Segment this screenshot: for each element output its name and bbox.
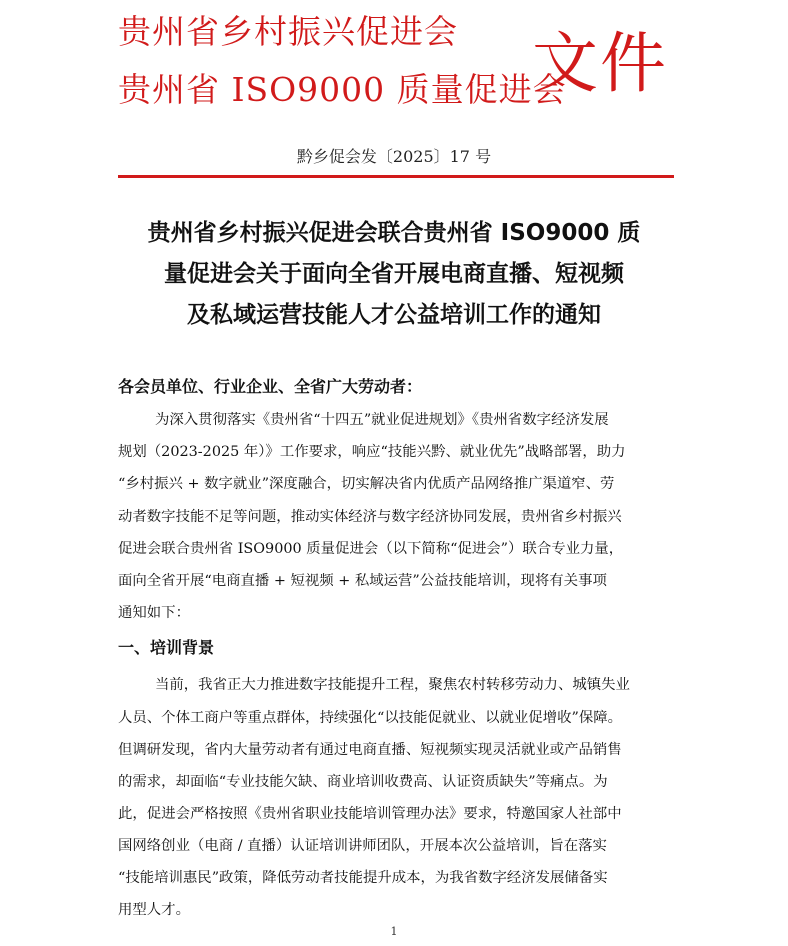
paragraph-line: 动者数字技能不足等问题，推动实体经济与数字经济协同发展，贵州省乡村振兴: [118, 509, 622, 525]
document-type-label: 文件: [532, 25, 668, 102]
title-line: 贵州省乡村振兴促进会联合贵州省 ISO9000 质: [147, 220, 641, 246]
paragraph-line: 的需求，却面临“专业技能欠缺、商业培训收费高、认证资质缺失”等痛点。为: [118, 774, 608, 790]
paragraph-line: 促进会联合贵州省 ISO9000 质量促进会（以下简称“促进会”）联合专业力量，: [118, 541, 624, 557]
paragraph-line: 面向全省开展“电商直播 + 短视频 + 私域运营”公益技能培训，现将有关事项: [118, 573, 607, 589]
paragraph-line: 为深入贯彻落实《贵州省“十四五”就业促进规划》《贵州省数字经济发展: [155, 412, 609, 428]
document-number: 黔乡促会发〔2025〕17 号: [296, 147, 492, 166]
issuing-org-line-2: 贵州省 ISO9000 质量促进会: [118, 70, 567, 109]
issuing-org-line-1: 贵州省乡村振兴促进会: [118, 12, 458, 51]
paragraph-line: 规划（2023-2025 年）》工作要求，响应“技能兴黔、就业优先”战略部署，助力: [118, 444, 626, 460]
paragraph-line: “乡村振兴 + 数字就业”深度融合，切实解决省内优质产品网络推广渠道窄、劳: [118, 476, 615, 492]
paragraph-line: “技能培训惠民”政策，降低劳动者技能提升成本，为我省数字经济发展储备实: [118, 870, 608, 886]
salutation: 各会员单位、行业企业、全省广大劳动者：: [118, 377, 423, 396]
paragraph-line: 人员、个体工商户等重点群体，持续强化“以技能促就业、以就业促增收”保障。: [118, 710, 622, 726]
paragraph-line: 当前，我省正大力推进数字技能提升工程，聚焦农村转移劳动力、城镇失业: [155, 677, 630, 693]
paragraph-line: 通知如下：: [118, 605, 190, 621]
title-line: 量促进会关于面向全省开展电商直播、短视频: [164, 261, 624, 287]
page-number: 1: [390, 925, 398, 938]
paragraph-line: 国网络创业（电商 / 直播）认证培训讲师团队，开展本次公益培训，旨在落实: [118, 838, 607, 854]
red-divider-rule: [118, 175, 674, 178]
title-line: 及私域运营技能人才公益培训工作的通知: [187, 302, 601, 328]
paragraph-line: 但调研发现，省内大量劳动者有通过电商直播、短视频实现灵活就业或产品销售: [118, 742, 622, 758]
paragraph-line: 此，促进会严格按照《贵州省职业技能培训管理办法》要求，特邀国家人社部中: [118, 806, 622, 822]
paragraph-line: 用型人才。: [118, 902, 190, 918]
section-heading: 一、培训背景: [118, 638, 215, 657]
